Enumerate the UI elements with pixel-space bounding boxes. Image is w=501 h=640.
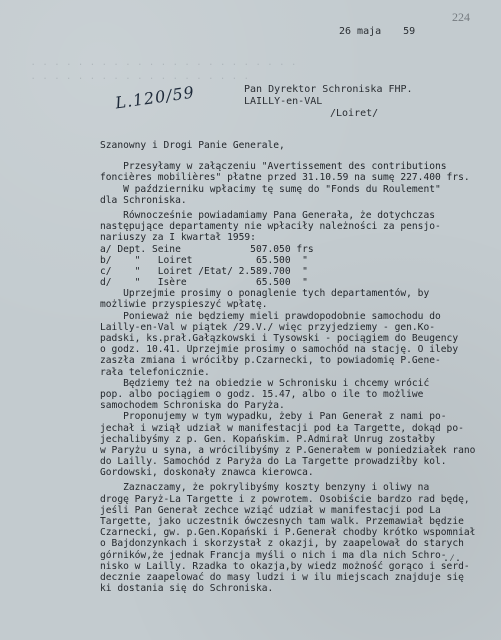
body-line: W październiku wpłacimy tę sumę do "Fonds du Roulement" [100,183,441,195]
body-line: o godz. 10.41. Uprzejmie prosimy o samochód na stację. O ileby [100,344,459,356]
bleed-through-text: . . . . . . . . . . . . . . . . . . . [30,72,249,82]
body-line: Uprzejmie prosimy o ponaglenie tych departamentów, by [100,288,430,300]
paragraph-6 [100,411,490,478]
body-line: dla Schroniska. [100,194,187,206]
handwritten-reference: L.120/59 [114,82,196,113]
body-line: ki dostania się do Schroniska. [100,583,274,595]
body-line: jechalibyśmy z p. Gen. Kopańskim. P.Admirał Unrug zostałby [100,433,436,445]
debt-line: a/ Dept. Seine 507.050 frs [100,243,314,255]
debt-line: d/ " Isère 65.500 " [100,277,308,289]
paragraph-5 [100,378,490,412]
recipient-line-2: LAILLY-en-VAL [244,96,323,107]
salutation: Szanowny i Drogi Panie Generale, [100,140,285,151]
body-line: Ponieważ nie będziemy mieli prawdopodobnie samochodu do [100,310,441,322]
body-line: Gordowski, doskonały znawca kierowca. [100,467,314,479]
body-line: pop. albo pociągiem o godz. 15.47, albo o ile to możliwe [100,388,424,400]
body-line: Przesyłamy w załączeniu "Avertissement des contributions [100,161,447,173]
recipient-line-3: /Loiret/ [330,108,379,119]
body-line: jeśli Pan Generał zechce wziąć udział w manifestacji pod La [100,504,441,516]
body-line: Równocześnie powiadamiamy Pana Generała, że dotychczas [100,209,436,221]
date-day-month: 26 maja [339,26,382,37]
body-line: Będziemy też na obiedzie w Schronisku i chcemy wrócić [100,377,430,389]
letter-body [100,140,490,594]
body-line: nariuszy za I kwartał 1959: [100,232,256,244]
date-year: 59 [403,26,416,37]
body-line: Targette, jako uczestnik ówczesnych tam walk. Przemawiał będzie [100,516,464,527]
debt-line: b/ " Loiret 65.500 " [100,254,308,266]
recipient-line-1: Pan Dyrektor Schroniska FHP. [244,84,413,95]
body-line: samochodem Schroniska do Paryża. [100,400,285,412]
paragraph-3 [100,288,490,310]
paragraph-2 [100,210,490,288]
body-line: o Bajdonzynkach i skorzystał z okazji, by zaapelował do starych [100,538,464,550]
paragraph-4 [100,311,490,378]
body-line: padski, ks.prał.Gałązkowski i Tysowski - pociągiem do Beugency [100,333,459,344]
letter-date [339,26,415,37]
body-line: zaszła zmiana i wróciłby p.Czarnecki, to powiadomię P.Gene- [100,355,441,367]
page-number: 224 [452,10,470,24]
body-line: do Lailly. Samochód z Paryża do La Targette prowadziłby kol. [100,456,447,468]
debt-line: c/ " Loiret /Etat/ 2.589.700 " [100,265,308,277]
body-line: Lailly-en-Val w piątek /29.V./ więc przyjedziemy - gen.Ko- [100,321,436,333]
body-line: Proponujemy w tym wypadku, żeby i Pan Generał z nami po- [100,411,447,423]
paragraph-1 [100,161,490,206]
body-line: Zaznaczamy, że pokrylibyśmy koszty benzyny i oliwy na [100,482,430,494]
paragraph-7 [100,482,490,594]
body-line: decznie zaapelować do masy ludzi i w ilu miejscach znajduje się [100,571,464,583]
body-line: górników,że jednak Francja myśli o nich i ma dla nich Schro- [100,549,447,561]
body-line: drogę Paryż-La Targette i z powrotem. Osobiście bardzo rad będę, [100,493,470,505]
body-line: foncières mobilières" płatne przed 31.10.59 na sumę 227.400 frs. [100,172,470,184]
body-line: Czarnecki, gw. p.Gen.Kopański i P.Generał chodby krótko wspomniał [100,527,476,539]
body-line: rała telefonicznie. [100,366,210,378]
body-line: następujące departamenty nie wpłaciły należności za pensjo- [100,221,441,233]
body-line: jechał i wziął udział w manifestacji pod Ła Targette, dokąd po- [100,422,464,434]
body-line: nisko w Lailly. Rzadka to okazja,by wiedz możność gorąco i serd- [100,560,470,572]
body-line: w Paryżu u syna, a wrócilibyśmy z P.Generałem w poniedziałek rano [100,444,476,456]
closing-mark: .⁄. [443,553,462,564]
bleed-through-text: . . . . . . . . . . . . . . . . . . . . . . . [30,58,297,68]
body-line: możliwie przyspieszyć wpłatę. [100,299,268,311]
